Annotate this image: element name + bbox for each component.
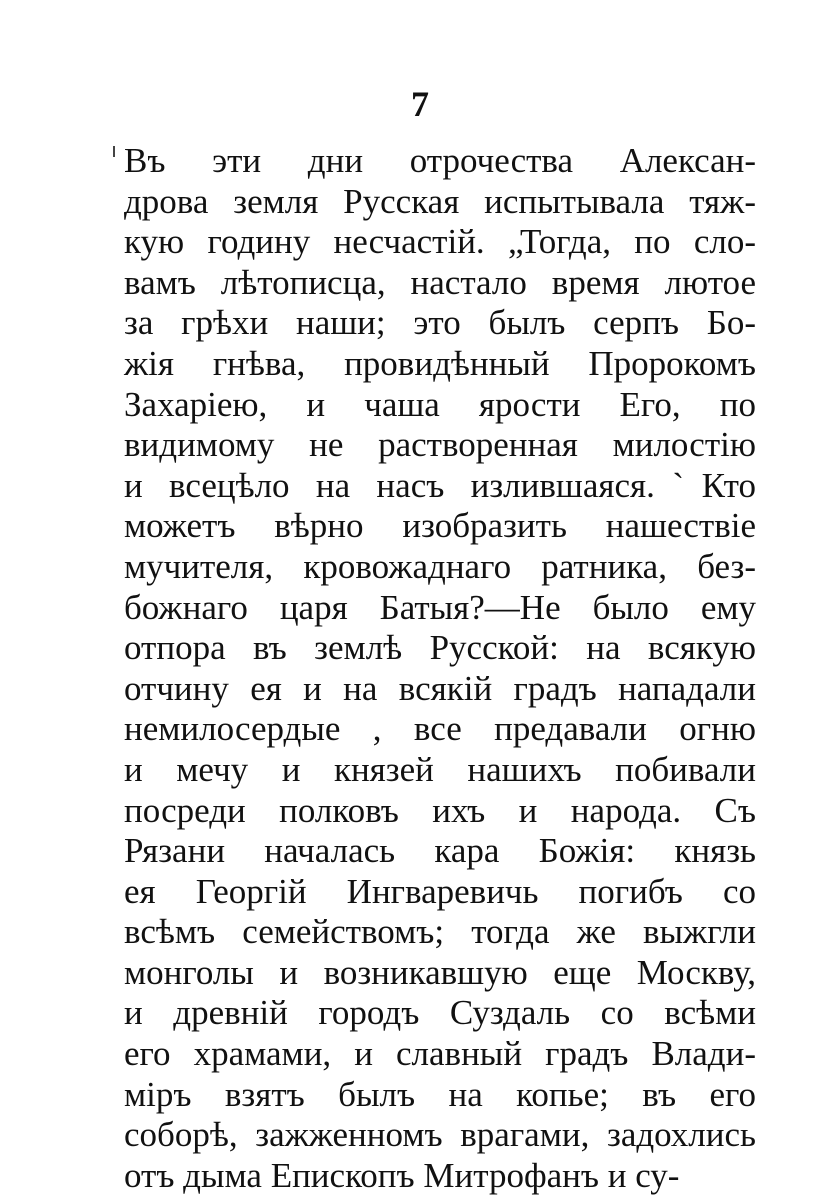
text-line: и всецѣло на насъ излившаяся.ˋКто — [124, 465, 756, 505]
text-line: Въ эти дни отрочества Алексан- — [124, 141, 756, 180]
margin-mark — [113, 146, 115, 157]
text-line: міръ взятъ былъ на копье; въ его — [124, 1074, 756, 1114]
text-line: всѣмъ семействомъ; тогда же выжгли — [124, 912, 756, 952]
text-line: ея Георгій Ингваревичь погибъ со — [124, 871, 756, 911]
page-number: 7 — [411, 84, 429, 124]
text-line: монголы и возникавшую еще Москву, — [124, 952, 756, 992]
text-line: можетъ вѣрно изобразить нашествіе — [124, 506, 756, 546]
text-line: отчину ея и на всякій градъ нападали — [124, 668, 756, 708]
text-line: и мечу и князей нашихъ побивали — [124, 749, 756, 789]
text-line: видимому не растворенная милостію — [124, 425, 756, 465]
text-line: жія гнѣва, провидѣнный Пророкомъ — [124, 343, 756, 383]
text-line: соборѣ, зажженномъ врагами, задохлись — [124, 1115, 756, 1155]
text-line: за грѣхи наши; это былъ серпъ Бо- — [124, 303, 756, 343]
text-line: немилосердые , все предавали огню — [124, 709, 756, 749]
text-line: божнаго царя Батыя?—Не было ему — [124, 587, 756, 627]
text-line: отъ дыма Епископъ Митрофанъ и су- — [124, 1155, 680, 1195]
text-line: мучителя, кровожаднаго ратника, без- — [124, 546, 756, 586]
text-line: его храмами, и славный градъ Влади- — [124, 1034, 756, 1074]
body-text — [124, 141, 756, 1196]
text-line: кую годину несчастій. „Тогда, по сло- — [124, 222, 756, 262]
text-line: и древній городъ Суздаль со всѣми — [124, 993, 756, 1033]
text-line: вамъ лѣтописца, настало время лютое — [124, 262, 756, 302]
text-line: отпора въ землѣ Русской: на всякую — [124, 628, 756, 668]
text-line: посреди полковъ ихъ и народа. Съ — [124, 790, 756, 830]
text-line: Рязани началась кара Божія: князь — [124, 831, 756, 871]
text-line: дрова земля Русская испытывала тяж- — [124, 181, 756, 221]
text-line: Захаріею, и чаша ярости Его, по — [124, 384, 756, 424]
